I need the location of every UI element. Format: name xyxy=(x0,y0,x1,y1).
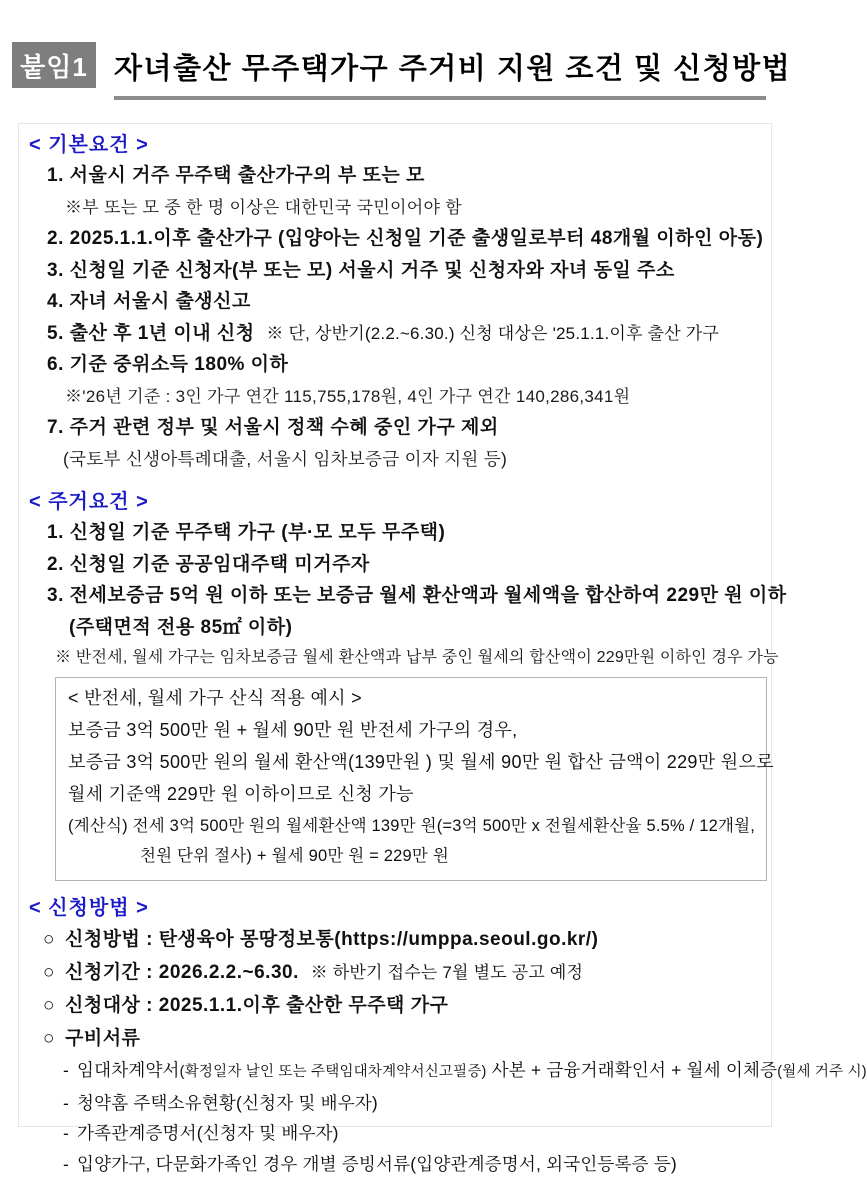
circle-bullet-icon: ○ xyxy=(43,1028,55,1049)
housing-item-3-line2: (주택면적 전용 85㎡ 이하) xyxy=(69,612,765,644)
doc-item-3 xyxy=(63,1118,765,1149)
example-box xyxy=(55,677,767,881)
apply-period-row xyxy=(43,956,765,989)
apply-docs-label: 구비서류 xyxy=(65,1028,140,1049)
apply-method-label: 신청방법 : 탄생육아 몽땅정보통(https://umppa.seoul.go.kr/) xyxy=(65,929,598,950)
apply-target-label: 신청대상 : 2025.1.1.이후 출산한 무주택 가구 xyxy=(65,995,448,1016)
basic-item-7-note: (국토부 신생아특례대출, 서울시 임차보증금 이자 지원 등) xyxy=(63,444,765,476)
apply-period-note: ※ 하반기 접수는 7월 별도 공고 예정 xyxy=(311,963,583,982)
dash-bullet-icon: - xyxy=(63,1093,69,1113)
title-block xyxy=(114,46,766,100)
doc-item-1-small-1: (확정일자 날인 또는 주택임대차계약서신고필증) xyxy=(180,1064,487,1080)
doc-item-1-main: 임대차계약서 xyxy=(77,1060,180,1080)
doc-item-3-text: 가족관계증명서(신청자 및 배우자) xyxy=(77,1123,339,1143)
basic-item-4: 4. 자녀 서울시 출생신고 xyxy=(47,286,765,318)
apply-docs-row xyxy=(43,1022,765,1055)
basic-item-2: 2. 2025.1.1.이후 출산가구 (입양아는 신청일 기준 출생일로부터 48개월 이하인 아동) xyxy=(47,223,765,255)
doc-item-4-text: 입양가구, 다문화가족인 경우 개별 증빙서류(입양관계증명서, 외국인등록증 등) xyxy=(77,1154,677,1174)
apply-period-label: 신청기간 : 2026.2.2.~6.30. xyxy=(65,962,299,983)
example-box-line-3: 월세 기준액 229만 원 이하이므로 신청 가능 xyxy=(68,778,758,810)
circle-bullet-icon: ○ xyxy=(43,929,55,950)
basic-item-7: 7. 주거 관련 정부 및 서울시 정책 수혜 중인 가구 제외 xyxy=(47,412,765,444)
doc-item-1-small-2: (월세 거주 시) xyxy=(777,1064,867,1080)
title-underline xyxy=(114,96,766,100)
example-box-line-1: 보증금 3억 500만 원 + 월세 90만 원 반전세 가구의 경우, xyxy=(68,714,758,746)
circle-bullet-icon: ○ xyxy=(43,962,55,983)
section-heading-basic: < 기본요건 > xyxy=(29,130,765,160)
example-box-title: < 반전세, 월세 가구 산식 적용 예시 > xyxy=(68,682,758,714)
section-heading-housing: < 주거요건 > xyxy=(29,487,765,517)
basic-item-5-note: ※ 단, 상반기(2.2.~6.30.) 신청 대상은 '25.1.1.이후 출산 가구 xyxy=(266,324,719,343)
dash-bullet-icon: - xyxy=(63,1123,69,1143)
apply-method-row xyxy=(43,923,765,956)
basic-item-5-main: 5. 출산 후 1년 이내 신청 xyxy=(47,323,255,344)
housing-item-3-line1: 3. 전세보증금 5억 원 이하 또는 보증금 월세 환산액과 월세액을 합산하여 229만 원 이하 xyxy=(47,580,765,612)
apply-target-row xyxy=(43,989,765,1022)
basic-item-6-note: ※'26년 기준 : 3인 가구 연간 115,755,178원, 4인 가구 연간 140,286,341원 xyxy=(65,381,765,413)
doc-item-4 xyxy=(63,1149,765,1179)
doc-item-1 xyxy=(63,1055,765,1088)
housing-item-2: 2. 신청일 기준 공공임대주택 미거주자 xyxy=(47,549,765,581)
dash-bullet-icon: - xyxy=(63,1060,69,1080)
example-box-calc-2: 천원 단위 절사) + 월세 90만 원 = 229만 원 xyxy=(68,842,758,870)
doc-item-2-text: 청약홈 주택소유현황(신청자 및 배우자) xyxy=(77,1093,378,1113)
housing-item-1: 1. 신청일 기준 무주택 가구 (부·모 모두 무주택) xyxy=(47,517,765,549)
basic-item-1: 1. 서울시 거주 무주택 출산가구의 부 또는 모 xyxy=(47,160,765,192)
section-heading-apply: < 신청방법 > xyxy=(29,893,765,923)
basic-item-1-note: ※부 또는 모 중 한 명 이상은 대한민국 국민이어야 함 xyxy=(65,192,765,224)
basic-item-6: 6. 기준 중위소득 180% 이하 xyxy=(47,349,765,381)
basic-item-3: 3. 신청일 기준 신청자(부 또는 모) 서울시 거주 및 신청자와 자녀 동일 주소 xyxy=(47,255,765,287)
circle-bullet-icon: ○ xyxy=(43,995,55,1016)
content-frame xyxy=(18,123,772,1127)
attachment-badge: 붙임1 xyxy=(12,42,96,88)
example-box-line-2: 보증금 3억 500만 원의 월세 환산액(139만원 ) 및 월세 90만 원 합산 금액이 229만 원으로 xyxy=(68,746,758,778)
example-box-calc-1: (계산식) 전세 3억 500만 원의 월세환산액 139만 원(=3억 500만 x 전월세환산율 5.5% / 12개월, xyxy=(68,812,758,840)
housing-note: ※ 반전세, 월세 가구는 임차보증금 월세 환산액과 납부 중인 월세의 합산액이 229만원 이하인 경우 가능 xyxy=(55,643,765,673)
basic-item-5 xyxy=(47,318,765,350)
document-header xyxy=(0,0,780,123)
doc-item-1-mid: 사본 + 금융거래확인서 + 월세 이체증 xyxy=(487,1060,778,1080)
page-title: 자녀출산 무주택가구 주거비 지원 조건 및 신청방법 xyxy=(114,46,766,87)
doc-item-2 xyxy=(63,1088,765,1119)
dash-bullet-icon: - xyxy=(63,1154,69,1174)
